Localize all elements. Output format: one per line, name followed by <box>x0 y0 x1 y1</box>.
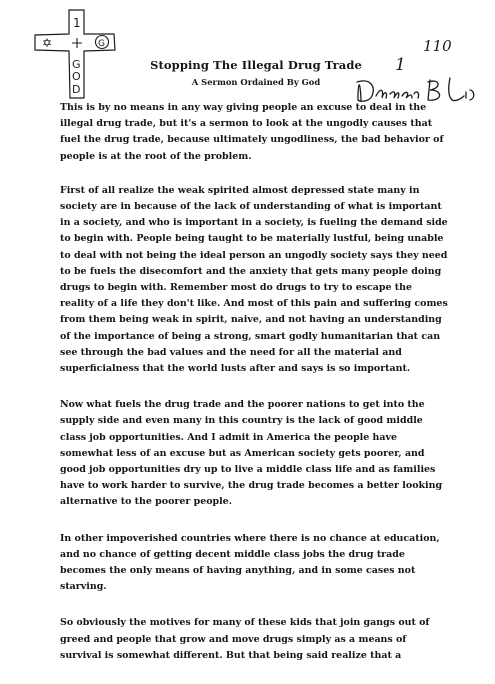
paragraph-2: First of all realize the weak spirited almost depressed state many in society are in because of the lack of understanding of what is important in a society, and who is important in a society, is fueling the demand side to begin with. People being taught to be materially lustful, being unable to deal with not being the ideal person an ungodly society says they need to be fuels the disecomfort and the anxiety that gets many people doing drugs to begin with. Remember most do drugs to try to escape the reality of a life they don't like. And most of this pain and suffering comes from them being weak in spirit, naive, and not having an understanding of the importance of being a strong, smart godly humanitarian that can see through the bad values and the need for all the material and superficialness that the world lusts after and says is so important. <box>60 184 448 375</box>
logo-letter-d: D <box>72 83 81 96</box>
logo-letter-1: 1 <box>73 16 81 30</box>
document-title: Stopping The Illegal Drug Trade <box>150 58 362 72</box>
logo-letter-g: G <box>72 58 81 71</box>
cross-logo-icon <box>28 6 136 102</box>
document-body <box>60 100 448 684</box>
paragraph-4: In other impoverished countries where there is no chance at education, and no chance of getting decent middle class jobs the drug trade becomes the only means of having anything, and in some cases not starving. <box>60 532 440 593</box>
paragraph-3: Now what fuels the drug trade and the poorer nations to get into the supply side and even many in this country is the lack of good middle class job opportunities. And I admit in America the people have somewhat less of an excuse but as American society gets poorer, and good job opportunities dry up to live a middle class life and as families have to work harder to survive, the drug trade becomes a better looking alternative to the poorer people. <box>60 399 443 508</box>
handwritten-sermon-number: 1 <box>395 55 406 75</box>
paragraph-1: This is by no means in any way giving people an excuse to deal in the illegal drug trade, but it's a sermon to look at the ungodly causes that fuel the drug trade, because ultimately ungodliness, the bad behavior of people is at the root of the problem. <box>60 102 444 162</box>
star-of-david-icon: ✡ <box>42 36 53 50</box>
cross-drawing <box>28 6 136 102</box>
document-subtitle: A Sermon Ordained By God <box>191 77 321 87</box>
handwritten-page-number: 110 <box>423 37 452 55</box>
paragraph-5: So obviously the motives for many of these kids that join gangs out of greed and people that grow and move drugs simply as a means of survival is somewhat different. But that being said realize that a <box>60 617 430 661</box>
logo-letter-g-circle: G <box>98 39 105 49</box>
logo-letter-o: O <box>72 70 81 83</box>
